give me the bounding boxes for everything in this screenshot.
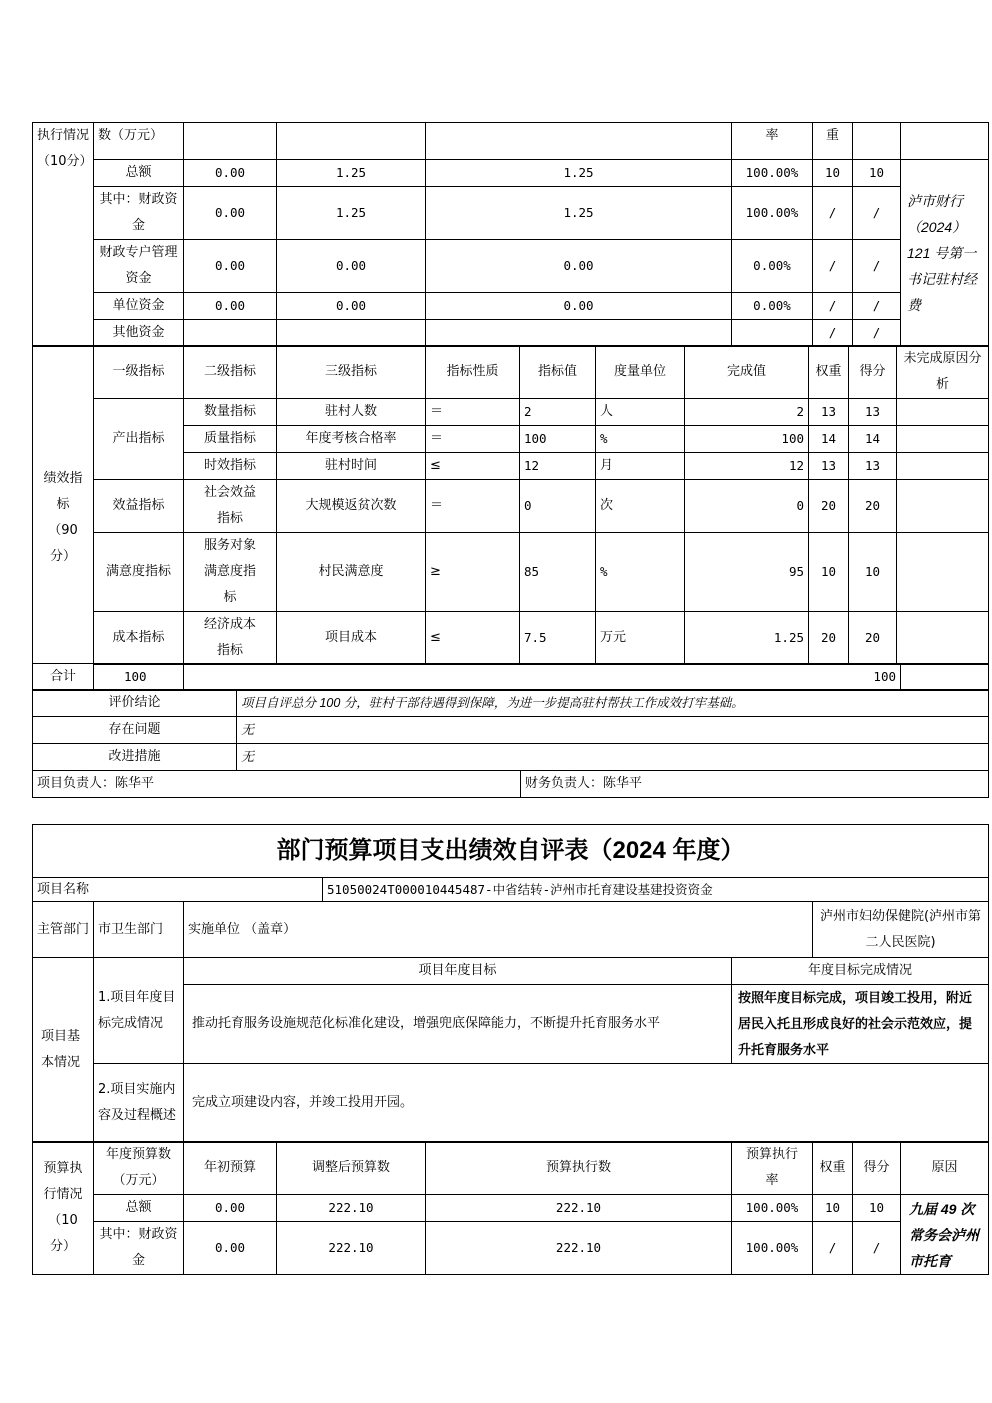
exec-weight: /	[813, 320, 853, 347]
perf-weight: 13	[809, 399, 849, 426]
perf-level3: 村民满意度	[277, 533, 426, 612]
perf-target: 0	[520, 480, 596, 533]
perf-target: 2	[520, 399, 596, 426]
project-name-table	[32, 877, 989, 902]
signature-table	[32, 770, 989, 798]
issues-label: 存在问题	[33, 717, 237, 744]
exec-row-label: 其他资金	[94, 320, 184, 347]
exec2-initial: 0.00	[184, 1195, 277, 1222]
total-weight: 100	[94, 664, 184, 691]
perf-unit: %	[596, 533, 685, 612]
exec2-header: 年度预算数（万元）	[94, 1142, 184, 1195]
exec2-header: 预算执行数	[426, 1142, 732, 1195]
goal-label: 1.项目年度目标完成情况	[94, 958, 184, 1064]
conclusion-label: 评价结论	[33, 690, 237, 717]
perf-score: 20	[849, 612, 897, 665]
exec2-score: /	[853, 1222, 901, 1275]
goal-done-value: 按照年度目标完成，项目竣工投用，附近居民入托且形成良好的社会示范效应，提升托育服务水平	[732, 985, 989, 1064]
perf-target: 12	[520, 453, 596, 480]
exec-row	[33, 320, 989, 347]
perf-reason	[897, 480, 989, 533]
perf-unit: 月	[596, 453, 685, 480]
perf-score: 13	[849, 453, 897, 480]
perf-level3: 驻村时间	[277, 453, 426, 480]
exec-reason: 泸市财行（2024）121 号第一书记驻村经费	[901, 160, 989, 347]
perf-row	[33, 480, 989, 533]
perf-weight: 10	[809, 533, 849, 612]
project-lead: 项目负责人：陈华平	[33, 771, 521, 798]
exec-rate: 0.00%	[732, 240, 813, 293]
conclusion-value: 项目自评总分 100 分，驻村干部待遇得到保障，为进一步提高驻村帮扶工作成效打牢基础。	[237, 690, 989, 717]
perf-level2: 服务对象满意度指标	[184, 533, 277, 612]
perf-reason	[897, 612, 989, 665]
exec2-header: 调整后预算数	[277, 1142, 426, 1195]
perf-level1: 满意度指标	[94, 533, 184, 612]
perf-header: 权重	[809, 346, 849, 399]
perf-reason	[897, 453, 989, 480]
exec2-row	[33, 1195, 989, 1222]
perf-nature: ＝	[426, 426, 520, 453]
perf-reason	[897, 399, 989, 426]
exec-adjusted: 1.25	[277, 187, 426, 240]
perf-header-row	[33, 346, 989, 399]
issues-value: 无	[237, 717, 989, 744]
perf-actual: 95	[685, 533, 809, 612]
perf-nature: ＝	[426, 480, 520, 533]
budget-execution-table-2	[32, 1141, 989, 1275]
basic-info-table	[32, 957, 989, 1143]
exec-initial: 0.00	[184, 187, 277, 240]
exec-row	[33, 240, 989, 293]
perf-weight: 13	[809, 453, 849, 480]
perf-level2: 社会效益指标	[184, 480, 277, 533]
dept-value: 市卫生部门	[94, 902, 184, 958]
dept-table	[32, 901, 989, 958]
exec-section-label: 执行情况（10分）	[33, 123, 94, 347]
exec-adjusted: 0.00	[277, 293, 426, 320]
perf-target: 85	[520, 533, 596, 612]
finance-lead: 财务负责人：陈华平	[521, 771, 989, 798]
perf-nature: ≤	[426, 453, 520, 480]
exec2-weight: /	[813, 1222, 853, 1275]
exec-weight: /	[813, 293, 853, 320]
exec2-row-label: 总额	[94, 1195, 184, 1222]
exec-adjusted	[277, 320, 426, 347]
exec-row	[33, 160, 989, 187]
exec2-executed: 222.10	[426, 1195, 732, 1222]
goal-done-header: 年度目标完成情况	[732, 958, 989, 985]
empty-cell	[426, 123, 732, 160]
exec-initial: 0.00	[184, 293, 277, 320]
perf-unit: 万元	[596, 612, 685, 665]
form-title: 部门预算项目支出绩效自评表（2024 年度）	[33, 825, 989, 878]
perf-score: 13	[849, 399, 897, 426]
perf-actual: 12	[685, 453, 809, 480]
improvements-label: 改进措施	[33, 744, 237, 771]
perf-section-label: 绩效指标（90分）	[33, 346, 94, 691]
perf-actual: 2	[685, 399, 809, 426]
exec2-adjusted: 222.10	[277, 1195, 426, 1222]
project-name: 51050024T000010445487-中省结转-泸州市托育建设基建投资资金	[323, 878, 989, 902]
empty-cell	[184, 123, 277, 160]
perf-weight: 20	[809, 612, 849, 665]
perf-level1: 效益指标	[94, 480, 184, 533]
perf-level3: 项目成本	[277, 612, 426, 665]
perf-level3: 大规模返贫次数	[277, 480, 426, 533]
goal-header: 项目年度目标	[184, 958, 732, 985]
perf-level2: 时效指标	[184, 453, 277, 480]
perf-target: 7.5	[520, 612, 596, 665]
perf-target: 100	[520, 426, 596, 453]
exec-executed: 0.00	[426, 293, 732, 320]
perf-reason	[897, 426, 989, 453]
budget-execution-table-1	[32, 122, 989, 347]
exec-rate: 0.00%	[732, 293, 813, 320]
exec-header-weight: 重	[813, 123, 853, 160]
exec-executed	[426, 320, 732, 347]
exec-executed: 1.25	[426, 160, 732, 187]
exec-initial: 0.00	[184, 160, 277, 187]
perf-unit: %	[596, 426, 685, 453]
exec2-header: 预算执行率	[732, 1142, 813, 1195]
perf-nature: ≥	[426, 533, 520, 612]
exec2-executed: 222.10	[426, 1222, 732, 1275]
exec-score: /	[853, 320, 901, 347]
perf-header: 三级指标	[277, 346, 426, 399]
content-label: 2.项目实施内容及过程概述	[94, 1064, 184, 1143]
exec-row	[33, 293, 989, 320]
exec-initial	[184, 320, 277, 347]
exec-initial: 0.00	[184, 240, 277, 293]
goal-value: 推动托育服务设施规范化标准化建设，增强兜底保障能力，不断提升托育服务水平	[184, 985, 732, 1064]
exec2-reason: 九届 49 次常务会泸州市托育	[901, 1195, 989, 1275]
exec2-rate: 100.00%	[732, 1195, 813, 1222]
perf-reason	[897, 533, 989, 612]
evaluation-table	[32, 689, 989, 771]
exec2-header: 权重	[813, 1142, 853, 1195]
exec-row-label: 其中：财政资金	[94, 187, 184, 240]
perf-header: 指标值	[520, 346, 596, 399]
exec2-score: 10	[853, 1195, 901, 1222]
exec2-row-label: 其中：财政资金	[94, 1222, 184, 1275]
exec2-section-label: 预算执行情况（10分）	[33, 1142, 94, 1275]
self-eval-form-2	[32, 824, 989, 878]
empty-cell	[853, 123, 901, 160]
perf-row	[33, 533, 989, 612]
project-name-label: 项目名称	[33, 878, 323, 902]
perf-header: 未完成原因分析	[897, 346, 989, 399]
impl-label: 实施单位 （盖章）	[184, 902, 813, 958]
total-score: 100	[184, 664, 901, 691]
perf-row	[33, 399, 989, 426]
perf-unit: 人	[596, 399, 685, 426]
perf-level1: 成本指标	[94, 612, 184, 665]
perf-header: 完成值	[685, 346, 809, 399]
perf-nature: ≤	[426, 612, 520, 665]
exec2-rate: 100.00%	[732, 1222, 813, 1275]
perf-nature: ＝	[426, 399, 520, 426]
perf-level2: 经济成本指标	[184, 612, 277, 665]
total-label: 合计	[33, 664, 94, 691]
dept-label: 主管部门	[33, 902, 94, 958]
perf-score: 14	[849, 426, 897, 453]
exec2-adjusted: 222.10	[277, 1222, 426, 1275]
exec-adjusted: 0.00	[277, 240, 426, 293]
exec-score: /	[853, 187, 901, 240]
exec-weight: /	[813, 187, 853, 240]
exec-adjusted: 1.25	[277, 160, 426, 187]
perf-level2: 质量指标	[184, 426, 277, 453]
exec2-header: 年初预算	[184, 1142, 277, 1195]
perf-header: 一级指标	[94, 346, 184, 399]
exec-row-label: 单位资金	[94, 293, 184, 320]
exec2-initial: 0.00	[184, 1222, 277, 1275]
perf-header: 得分	[849, 346, 897, 399]
exec2-header: 原因	[901, 1142, 989, 1195]
total-table	[32, 663, 989, 691]
exec-executed: 1.25	[426, 187, 732, 240]
perf-level1: 产出指标	[94, 399, 184, 480]
perf-weight: 20	[809, 480, 849, 533]
exec-score: /	[853, 240, 901, 293]
perf-score: 10	[849, 533, 897, 612]
impl-value: 泸州市妇幼保健院(泸州市第二人民医院)	[813, 902, 989, 958]
performance-indicators-table	[32, 345, 989, 691]
exec-weight: /	[813, 240, 853, 293]
perf-level3: 驻村人数	[277, 399, 426, 426]
exec-rate: 100.00%	[732, 187, 813, 240]
basic-label: 项目基本情况	[33, 958, 94, 1143]
exec2-weight: 10	[813, 1195, 853, 1222]
exec-score: 10	[853, 160, 901, 187]
improvements-value: 无	[237, 744, 989, 771]
perf-actual: 0	[685, 480, 809, 533]
exec-header-unit: 数（万元）	[94, 123, 184, 160]
perf-actual: 100	[685, 426, 809, 453]
exec-score: /	[853, 293, 901, 320]
exec-row-label: 总额	[94, 160, 184, 187]
empty-cell	[901, 123, 989, 160]
perf-header: 指标性质	[426, 346, 520, 399]
exec-header-rate: 率	[732, 123, 813, 160]
perf-score: 20	[849, 480, 897, 533]
perf-unit: 次	[596, 480, 685, 533]
empty-cell	[277, 123, 426, 160]
exec-executed: 0.00	[426, 240, 732, 293]
perf-weight: 14	[809, 426, 849, 453]
exec-rate: 100.00%	[732, 160, 813, 187]
perf-header: 二级指标	[184, 346, 277, 399]
exec2-row	[33, 1222, 989, 1275]
perf-level3: 年度考核合格率	[277, 426, 426, 453]
perf-actual: 1.25	[685, 612, 809, 665]
empty-cell	[901, 664, 989, 691]
exec-weight: 10	[813, 160, 853, 187]
exec2-header: 得分	[853, 1142, 901, 1195]
perf-row	[33, 612, 989, 665]
content-value: 完成立项建设内容，并竣工投用开园。	[184, 1064, 989, 1143]
exec-rate	[732, 320, 813, 347]
perf-level2: 数量指标	[184, 399, 277, 426]
exec-row	[33, 187, 989, 240]
perf-header: 度量单位	[596, 346, 685, 399]
exec-row-label: 财政专户管理资金	[94, 240, 184, 293]
